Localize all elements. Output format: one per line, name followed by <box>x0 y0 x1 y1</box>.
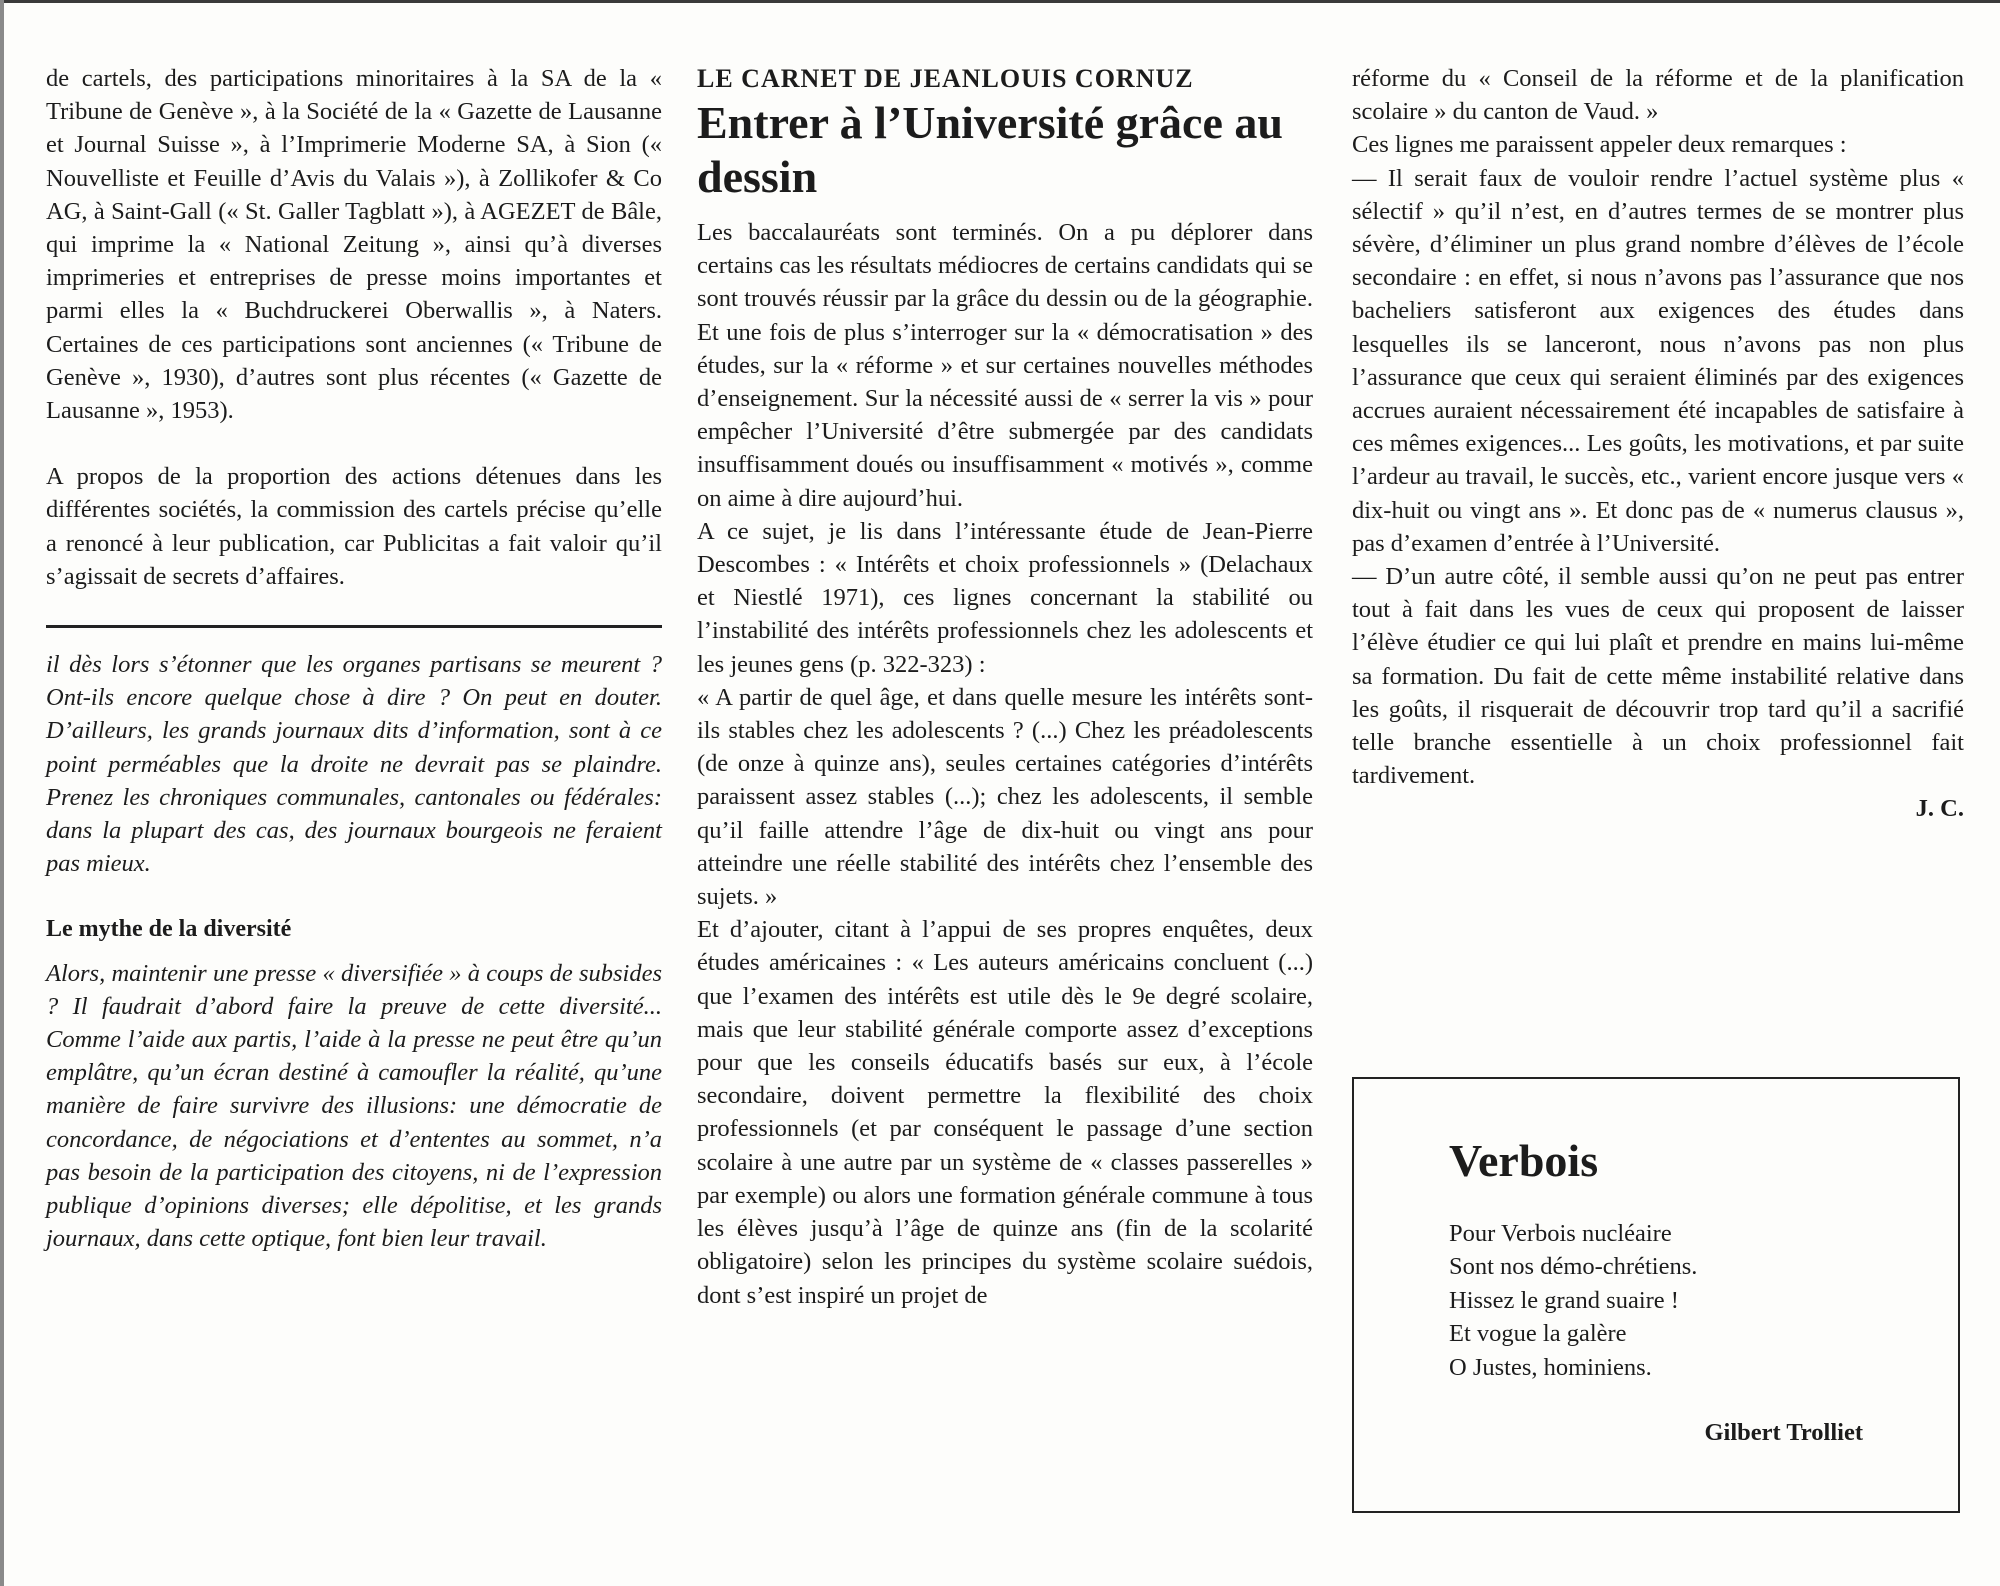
article-column-right <box>1352 62 1964 826</box>
body-paragraph: Ces lignes me paraissent appeler deux remarques : <box>1352 131 1847 159</box>
page-left-edge <box>0 0 4 1586</box>
body-paragraph: Et d’ajouter, citant à l’appui de ses propres enquêtes, deux études américaines : « Les auteurs américains concluent (...) que l’examen des intérêts est utile dès le 9e degré scolaire, mais que leur stabilité générale comporte assez d’exceptions pour que les conseils éducatifs basés sur eux, à l’école secondaire, doivent permettre la flexibilité des choix professionnels (et par conséquent le passage d’une section scolaire à une autre par un système de « classes passerelles » par exemple) ou alors une formation générale commune à tous les élèves jusqu’à l’âge de quinze ans (fin de la scolarité obligatoire) selon les principes du système scolaire suédois, dont s’est inspiré un projet de <box>697 916 1313 1309</box>
body-paragraph: — D’un autre côté, il semble aussi qu’on ne peut pas entrer tout à fait dans les vues de ceux qui proposent de laisser l’élève étudier ce qui lui plaît et prendre en mains lui-même sa formation. Du fait de cette même instabilité relative dans les goûts, il risquerait de découvrir trop tard qu’il a sacrifié telle branche essentielle à un choix professionnel fait tardivement. <box>1352 563 1964 790</box>
page-top-edge <box>0 0 2000 3</box>
column-kicker: LE CARNET DE JEANLOUIS CORNUZ <box>697 64 1194 93</box>
body-paragraph: A ce sujet, je lis dans l’intéressante étude de Jean-Pierre Descombes : « Intérêts et choix professionnels » (Delachaux et Niestlé 1971), ces lignes concernant la stabilité ou l’instabilité des intérêts professionnels chez les adolescents et les jeunes gens (p. 322-323) : <box>697 517 1313 678</box>
paragraph-spacer <box>46 880 662 913</box>
article-signature: J. C. <box>1915 795 1964 823</box>
section-divider <box>46 625 662 628</box>
article-headline: Entrer à l’Université grâce au dessin <box>697 97 1283 202</box>
body-paragraph: A propos de la proportion des actions détenues dans les différentes sociétés, la commission des cartels précise qu’elle a renoncé à leur publication, car Publicitas a fait valoir qu’il s’agissait de secrets d’affaires. <box>46 463 662 590</box>
body-paragraph: réforme du « Conseil de la réforme et de la planification scolaire » du canton de Vaud. » <box>1352 65 1964 126</box>
body-paragraph: — Il serait faux de vouloir rendre l’actuel système plus « sélectif » qu’il n’est, en d’autres termes de se montrer plus sévère, d’éliminer un plus grand nombre d’élèves de l’école secondaire : en effet, si nous n’avons pas l’assurance que nos bacheliers satisferont aux exigences des études dans lesquelles ils se lanceront, nous n’avons pas non plus l’assurance que ceux qui seraient éliminés par des exigences accrues auraient nécessairement été incapables de satisfaire à ces mêmes exigences... Les goûts, les motivations, et par suite l’ardeur au travail, le succès, etc., varient encore jusque vers « dix-huit ou vingt ans ». Et donc pas de « numerus clausus », pas d’examen d’entrée à l’Université. <box>1352 164 1964 557</box>
body-paragraph: de cartels, des participations minoritaires à la SA de la « Tribune de Genève », à la Société de la « Gazette de Lausanne et Journal Suisse », à l’Imprimerie Moderne SA, à Sion (« Nouvelliste et Feuille d’Avis du Valais »), à Zollikofer & Co AG, à Saint-Gall (« St. Galler Tagblatt »), à AGEZET de Bâle, qui imprime la « National Zeitung », ainsi qu’à diverses imprimeries et entreprises de presse moins importantes et parmi elles la « Buchdruckerei Oberwallis », à Naters. Certaines de ces participations sont anciennes (« Tribune de Genève », 1930), d’autres sont plus récentes (« Gazette de Lausanne », 1953). <box>46 65 662 425</box>
paragraph-spacer <box>46 427 662 460</box>
poem-lines <box>1449 1217 1697 1384</box>
poem-author: Gilbert Trolliet <box>1704 1419 1863 1446</box>
italic-paragraph: il dès lors s’étonner que les organes partisans se meurent ? Ont-ils encore quelque chose à dire ? On peut en douter. D’ailleurs, les grands journaux dits d’information, sont à ce point perméables que la droite ne devrait pas se plaindre. Prenez les chroniques communales, cantonales ou fédérales: dans la plupart des cas, des journaux bourgeois ne feraient pas mieux. <box>46 651 662 878</box>
section-subhead: Le mythe de la diversité <box>46 916 292 943</box>
quote-paragraph: « A partir de quel âge, et dans quelle mesure les intérêts sont-ils stables chez les adolescents ? (...) Chez les préadolescents (de onze à quinze ans), seules certaines catégories d’intérêts paraissent assez stables (...); chez les adolescents, il semble qu’il faille attendre l’âge de dix-huit ou vingt ans pour atteindre une réelle stabilité des intérêts chez l’ensemble des sujets. » <box>697 683 1313 911</box>
poem-title: Verbois <box>1449 1135 1599 1186</box>
italic-paragraph: Alors, maintenir une presse « diversifiée » à coups de subsides ? Il faudrait d’abord faire la preuve de cette diversité... Comme l’aide aux partis, l’aide à la presse ne peut être qu’un emplâtre, qu’un écran destiné à camoufler la réalité, qu’une manière de faire survivre des illusions: une démocratie de concordance, de négociations et d’ententes au sommet, n’a pas besoin de la participation des citoyens, ni de l’expression publique d’opinions diverses; elle dépolitise, et les grands journaux, dans cette optique, font bien leur travail. <box>46 959 662 1253</box>
poem-box <box>1352 1077 1960 1513</box>
article-column-left <box>46 62 662 1256</box>
poem-line: Pour Verbois nucléaire <box>1449 1220 1672 1247</box>
poem-line: Et vogue la galère <box>1449 1320 1627 1348</box>
body-paragraph: Les baccalauréats sont terminés. On a pu déplorer dans certains cas les résultats médiocres de certains candidats qui se sont trouvés réussir par la grâce du dessin ou de la géographie. Et une fois de plus s’interroger sur la « démocratisation » des études, sur la « réforme » et sur certaines nouvelles méthodes d’enseignement. Sur la nécessité aussi de « serrer la vis » pour empêcher l’Université d’être submergée par des candidats insuffisamment doués ou insuffisamment « motivés », comme on aime à dire aujourd’hui. <box>697 219 1313 512</box>
article-column-middle <box>697 62 1313 1312</box>
poem-line: Sont nos démo-chrétiens. <box>1449 1253 1698 1281</box>
paragraph-spacer <box>46 947 662 957</box>
poem-line: O Justes, hominiens. <box>1449 1353 1652 1381</box>
poem-line: Hissez le grand suaire ! <box>1449 1286 1679 1314</box>
